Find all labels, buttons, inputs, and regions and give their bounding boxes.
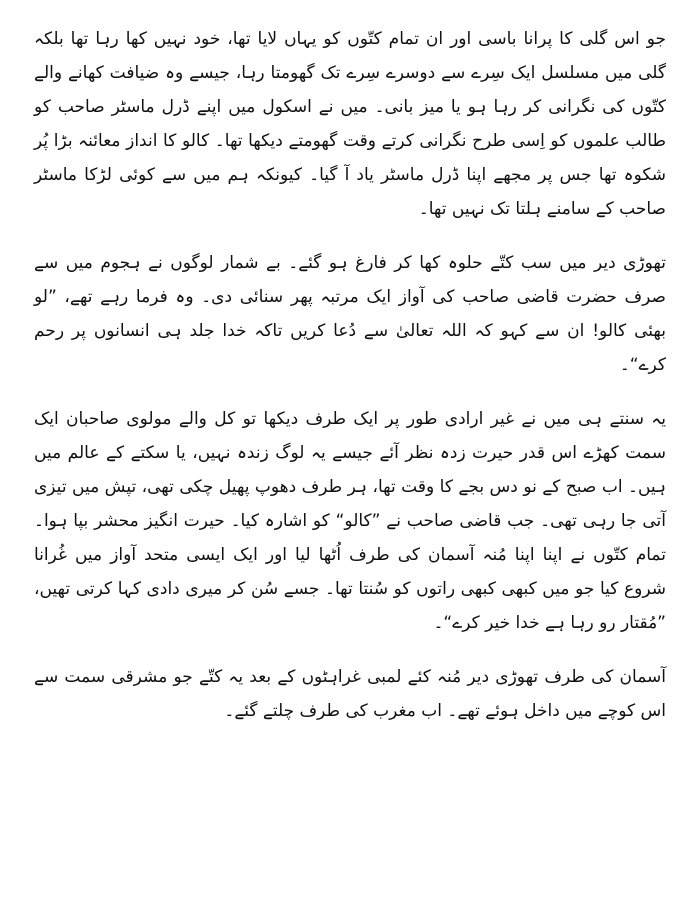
paragraph-1: جو اس گلی کا پرانا باسی اور ان تمام کتّوں کو یہاں لایا تھا، خود نہیں کھا رہا تھا بلکہ گلی میں مسلسل ایک سِرے سے دوسرے سِرے تک گھومتا رہا، جیسے وہ ضیافت کھانے والے کتّوں کی نگرانی کر رہا ہو یا میز بانی۔ میں نے اسکول میں اپنے ڈرل ماسٹر صاحب کو طالب علموں کو اِسی طرح نگرانی کرتے وقت گھومتے دیکھا تھا۔ کالو کا انداز معائنہ بڑا پُر شکوہ تھا جس پر مجھے اپنا ڈرل ماسٹر یاد آ گیا۔ کیونکہ ہم میں سے کوئی لڑکا ماسٹر صاحب کے سامنے ہلتا تک نہیں تھا۔ — [34, 29, 666, 219]
document-page — [34, 22, 666, 728]
paragraph-2: تھوڑی دیر میں سب کتّے حلوہ کھا کر فارغ ہو گئے۔ بے شمار لوگوں نے ہجوم میں سے صرف حضرت قاضی صاحب کی آواز ایک مرتبہ پھر سنائی دی۔ وہ فرما رہے تھے، ”لو بھئی کالو! ان سے کہو کہ اللہ تعالیٰ سے دُعا کریں تاکہ خدا جلد ہی انسانوں پر رحم کرے“۔ — [34, 253, 666, 375]
paragraph-3: یہ سنتے ہی میں نے غیر ارادی طور پر ایک طرف دیکھا تو کل والے مولوی صاحبان ایک سمت کھڑے اس قدر حیرت زدہ نظر آئے جیسے یہ لوگ زندہ نہیں، یا سکتے کے عالم میں ہیں۔ اب صبح کے نو دس بجے کا وقت تھا، ہر طرف دھوپ پھیل چکی تھی، تپش میں تیزی آتی جا رہی تھی۔ جب قاضی صاحب نے ”کالو“ کو اشارہ کیا۔ حیرت انگیز محشر بپا ہوا۔ تمام کتّوں نے اپنا اپنا مُنہ آسمان کی طرف اُٹھا لیا اور ایک ایسی متحد آواز میں غُرانا شروع کیا جو میں کبھی کبھی راتوں کو سُنتا تھا۔ جسے سُن کر میری دادی کہا کرتی تھیں، ”مُقتار رو رہا ہے خدا خیر کرے“۔ — [34, 409, 666, 633]
paragraph-4: آسمان کی طرف تھوڑی دیر مُنہ کئے لمبی غراہٹوں کے بعد یہ کتّے جو مشرقی سمت سے اس کوچے میں داخل ہوئے تھے۔ اب مغرب کی طرف چلتے گئے۔ — [34, 667, 666, 721]
